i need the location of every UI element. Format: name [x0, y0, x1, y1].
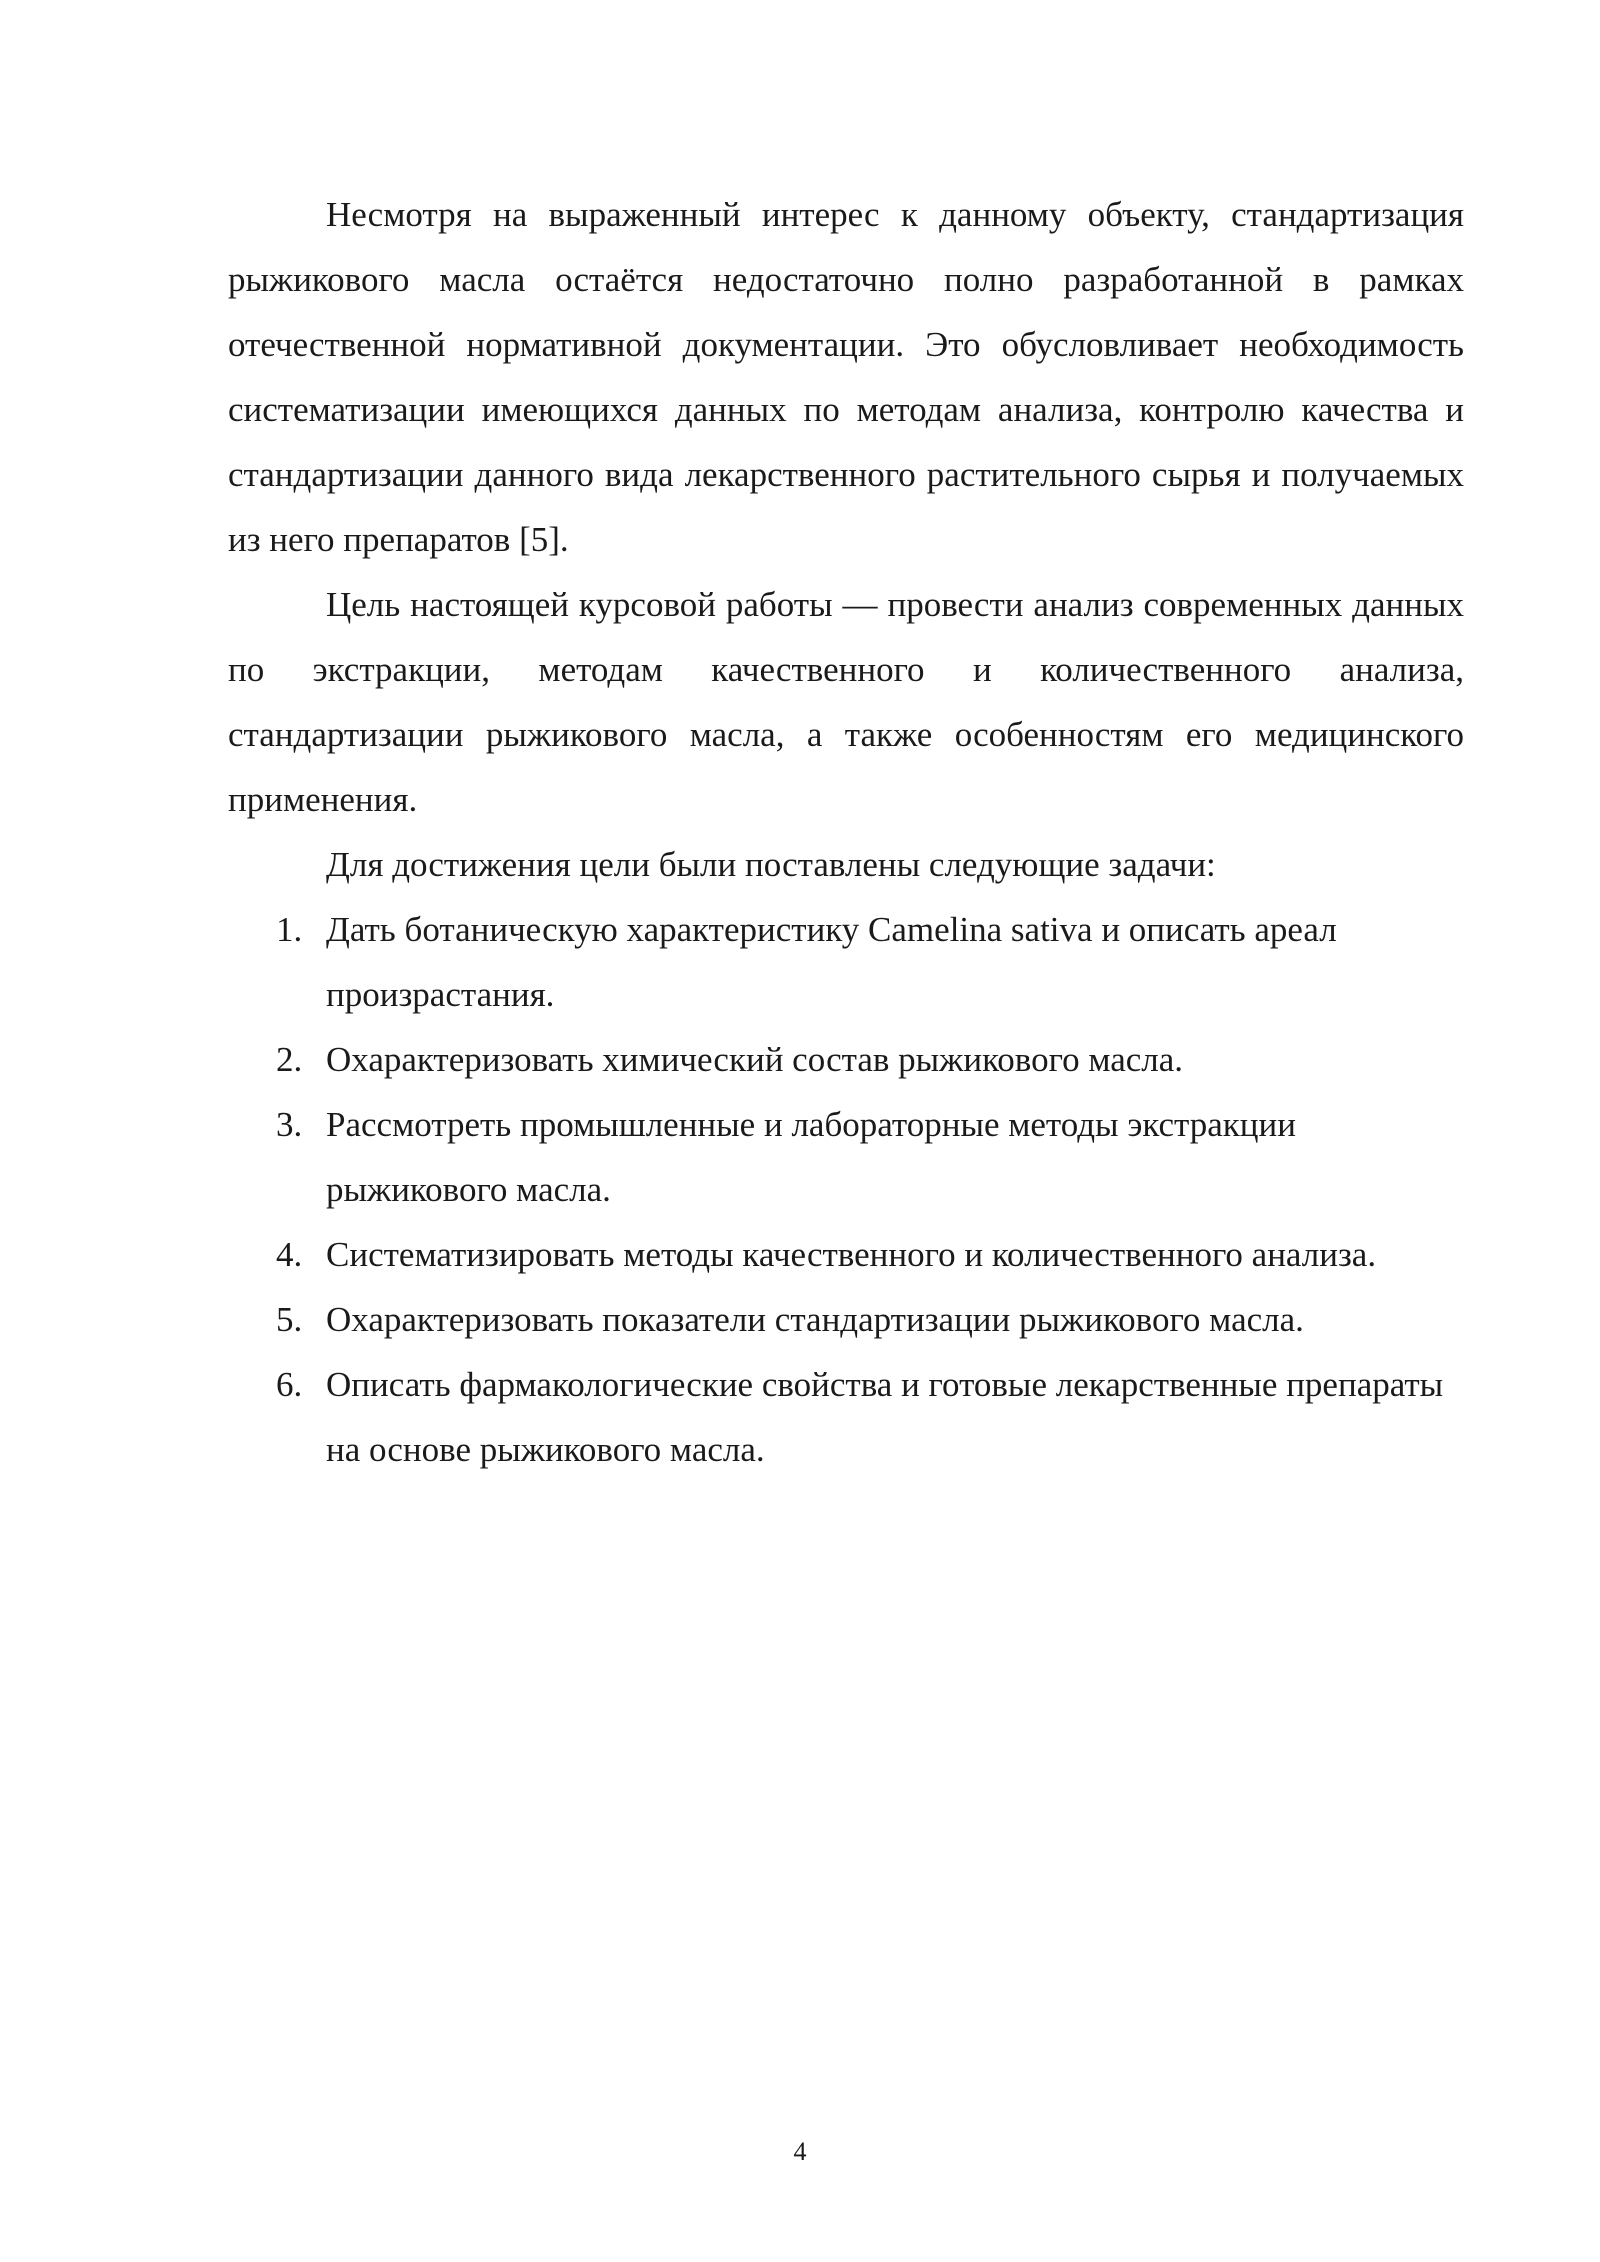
list-item	[228, 1092, 1464, 1222]
list-item-number: 4.	[276, 1235, 303, 1274]
page-number: 4	[793, 2137, 807, 2166]
list-item-number: 6.	[276, 1365, 303, 1404]
list-item-number: 5.	[276, 1300, 303, 1339]
list-item	[228, 1352, 1464, 1482]
list-item-text: Дать ботаническую характеристику Camelina sativa и описать ареал произрастания.	[326, 910, 1337, 1014]
paragraph-goal: Цель настоящей курсовой работы — провести анализ современных данных по экстракции, методам качественного и количественного анализа, стандартизации рыжикового масла, а также особенностям его медицинского применения.	[228, 585, 1464, 819]
list-item-text: Систематизировать методы качественного и количественного анализа.	[326, 1235, 1377, 1274]
document-page	[228, 182, 1464, 1482]
paragraph-standardization: Несмотря на выраженный интерес к данному объекту, стандартизация рыжикового масла остаётся недостаточно полно разработанной в рамках отечественной нормативной документации. Это обусловливает необходимость систематизации имеющихся данных по методам анализа, контролю качества и стандартизации данного вида лекарственного растительного сырья и получаемых из него препаратов [5].	[228, 195, 1464, 559]
list-item-number: 2.	[276, 1040, 303, 1079]
list-item-text: Охарактеризовать химический состав рыжикового масла.	[326, 1040, 1184, 1079]
list-item-text: Описать фармакологические свойства и готовые лекарственные препараты на основе рыжикового масла.	[326, 1365, 1444, 1469]
list-item-number: 3.	[276, 1105, 303, 1144]
list-item	[228, 1027, 1464, 1092]
list-item-number: 1.	[276, 910, 303, 949]
list-item-text: Рассмотреть промышленные и лабораторные методы экстракции рыжикового масла.	[326, 1105, 1296, 1209]
list-item	[228, 897, 1464, 1027]
list-item-text: Охарактеризовать показатели стандартизации рыжикового масла.	[326, 1300, 1304, 1339]
list-item	[228, 1222, 1464, 1287]
list-item	[228, 1287, 1464, 1352]
tasks-intro: Для достижения цели были поставлены следующие задачи:	[326, 845, 1216, 884]
tasks-list	[228, 897, 1464, 1482]
